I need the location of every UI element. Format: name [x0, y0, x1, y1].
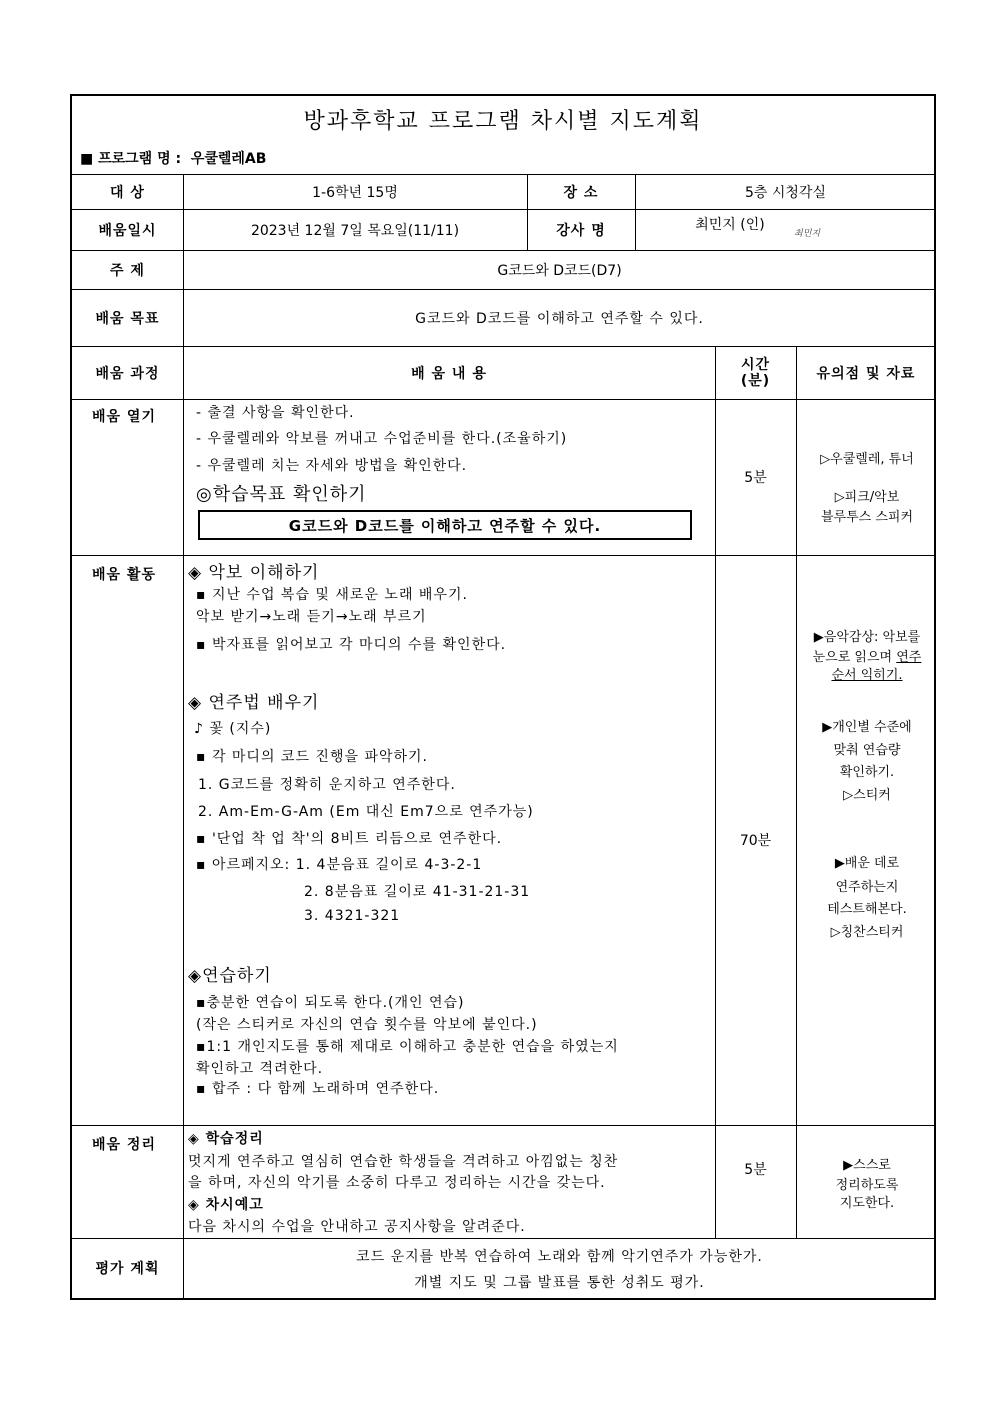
open-label: 배움 열기	[92, 409, 156, 425]
goal-value: G코드와 D코드를 이해하고 연주할 수 있다.	[415, 310, 704, 327]
activity-line: 3. 4321-321	[304, 908, 401, 924]
place-value: 5층 시청각실	[745, 184, 826, 201]
wrap-note: 지도한다.	[839, 1196, 895, 1211]
program-label: ■ 프로그램 명 :	[80, 151, 182, 167]
header-notes: 유의점 및 자료	[816, 365, 916, 382]
place-label: 장 소	[563, 184, 599, 201]
activity-time: 70분	[739, 833, 772, 849]
divider	[796, 346, 797, 1238]
wrap-line: 멋지게 연주하고 열심히 연습한 학생들을 격려하고 아낌없는 칭찬	[188, 1154, 619, 1170]
activity-line: 2. 8분음표 길이로 41-31-21-31	[304, 884, 531, 900]
topic-label: 주 제	[110, 262, 145, 279]
activity-note: ▶배운 데로	[834, 856, 900, 871]
teacher-label: 강사 명	[556, 222, 606, 239]
page-title: 방과후학교 프로그램 차시별 지도계획	[303, 109, 703, 134]
target-value: 1-6학년 15명	[312, 184, 398, 201]
activity-line: ▪ 각 마디의 코드 진행을 파악하기.	[196, 749, 429, 765]
topic-value: G코드와 D코드(D7)	[497, 262, 622, 279]
activity-note: 순서 익히기.	[831, 668, 903, 683]
date-label: 배움일시	[98, 222, 157, 239]
wrap-line: 다음 차시의 수업을 안내하고 공지사항을 알려준다.	[188, 1219, 526, 1235]
wrap-line: 을 하며, 자신의 악기를 소중히 다루고 정리하는 시간을 갖는다.	[188, 1175, 606, 1191]
divider	[72, 1238, 934, 1239]
activity-note: ▶개인별 수준에	[822, 720, 912, 735]
header-time-line1: 시간	[740, 356, 771, 373]
activity-note: ▷스티커	[843, 788, 891, 803]
activity-sec1-title: ◈ 악보 이해하기	[188, 563, 320, 583]
open-note: ▷우쿨렐레, 튜너	[820, 452, 914, 467]
activity-note: ▷칭찬스티커	[830, 925, 904, 940]
program-name: 우쿨렐레AB	[190, 151, 267, 167]
activity-line: ▪충분한 연습이 되도록 한다.(개인 연습)	[196, 995, 465, 1011]
date-value: 2023년 12월 7일 목요일(11/11)	[250, 222, 460, 239]
divider	[72, 1125, 934, 1126]
activity-line: ▪ 박자표를 읽어보고 각 마디의 수를 확인한다.	[196, 637, 507, 653]
activity-note: 맞춰 연습량	[833, 743, 901, 758]
goal-heading: ◎학습목표 확인하기	[196, 484, 367, 505]
wrap-sec2-title: ◈ 차시예고	[188, 1197, 264, 1213]
open-line: - 출결 사항을 확인한다.	[196, 405, 355, 421]
activity-note	[798, 648, 936, 668]
open-line: - 우쿨렐레와 악보를 꺼내고 수업준비를 한다.(조율하기)	[196, 431, 568, 447]
activity-line: 1. G코드를 정확히 운지하고 연주한다.	[198, 777, 456, 793]
activity-line: ▪ 합주 : 다 함께 노래하며 연주한다.	[196, 1081, 440, 1097]
activity-sec3-title: ◈연습하기	[188, 966, 272, 986]
wrap-sec1-title: ◈ 학습정리	[188, 1131, 264, 1147]
activity-label: 배움 활동	[92, 567, 156, 583]
open-note: ▷피크/악보	[834, 490, 900, 505]
target-label: 대 상	[110, 184, 145, 201]
goal-label: 배움 목표	[95, 310, 160, 327]
activity-note: 연주하는지	[835, 880, 899, 895]
open-note: 블루투스 스피커	[820, 510, 914, 525]
activity-sec2-title: ◈ 연주법 배우기	[188, 693, 320, 713]
activity-line: ▪ 아르페지오: 1. 4분음표 길이로 4-3-2-1	[196, 857, 483, 873]
activity-note: ▶음악감상: 악보를	[813, 630, 921, 645]
header-time	[715, 346, 796, 399]
activity-line: ▪ '단업 착 업 착'의 8비트 리듬으로 연주한다.	[196, 831, 503, 847]
wrap-note: ▶스스로	[843, 1158, 891, 1173]
eval-line: 코드 운지를 반복 연습하여 노래와 함께 악기연주가 가능한가.	[356, 1249, 763, 1265]
activity-note-part: 눈으로 읽으며	[812, 650, 897, 665]
header-process: 배움 과정	[95, 365, 160, 382]
eval-label: 평가 계획	[95, 1261, 160, 1277]
header-content: 배 움 내 용	[411, 365, 487, 382]
teacher-value: 최민지 (인)	[695, 217, 765, 233]
activity-note: 확인하기.	[839, 765, 895, 780]
activity-line: 확인하고 격려한다.	[196, 1061, 324, 1077]
activity-note-part: 연주	[896, 650, 922, 665]
header-time-line2: (분)	[740, 372, 771, 389]
activity-line: 2. Am-Em-G-Am (Em 대신 Em7으로 연주가능)	[198, 804, 534, 820]
divider	[72, 399, 934, 400]
open-line: - 우쿨렐레 치는 자세와 방법을 확인한다.	[196, 458, 468, 474]
divider	[72, 555, 934, 556]
activity-line: ▪ 지난 수업 복습 및 새로운 노래 배우기.	[196, 587, 468, 603]
wrap-label: 배움 정리	[92, 1137, 156, 1153]
wrap-time: 5분	[744, 1162, 767, 1178]
program-name-row	[80, 148, 266, 168]
signature: 최민지	[794, 229, 821, 239]
goal-box: G코드와 D코드를 이해하고 연주할 수 있다.	[198, 510, 692, 540]
activity-line: (작은 스티커로 자신의 연습 횟수를 악보에 붙인다.)	[196, 1017, 538, 1033]
wrap-note: 정리하도록	[835, 1178, 899, 1193]
lesson-plan-table	[70, 94, 936, 1300]
activity-line: 악보 받기→노래 듣기→노래 부르기	[196, 609, 427, 625]
activity-line: ♪ 꽃 (지수)	[194, 721, 272, 737]
activity-note: 테스트해본다.	[827, 902, 907, 917]
activity-line: ▪1:1 개인지도를 통해 제대로 이해하고 충분한 연습을 하였는지	[196, 1039, 619, 1055]
open-time: 5분	[744, 470, 767, 486]
eval-line: 개별 지도 및 그룹 발표를 통한 성취도 평가.	[414, 1275, 705, 1291]
